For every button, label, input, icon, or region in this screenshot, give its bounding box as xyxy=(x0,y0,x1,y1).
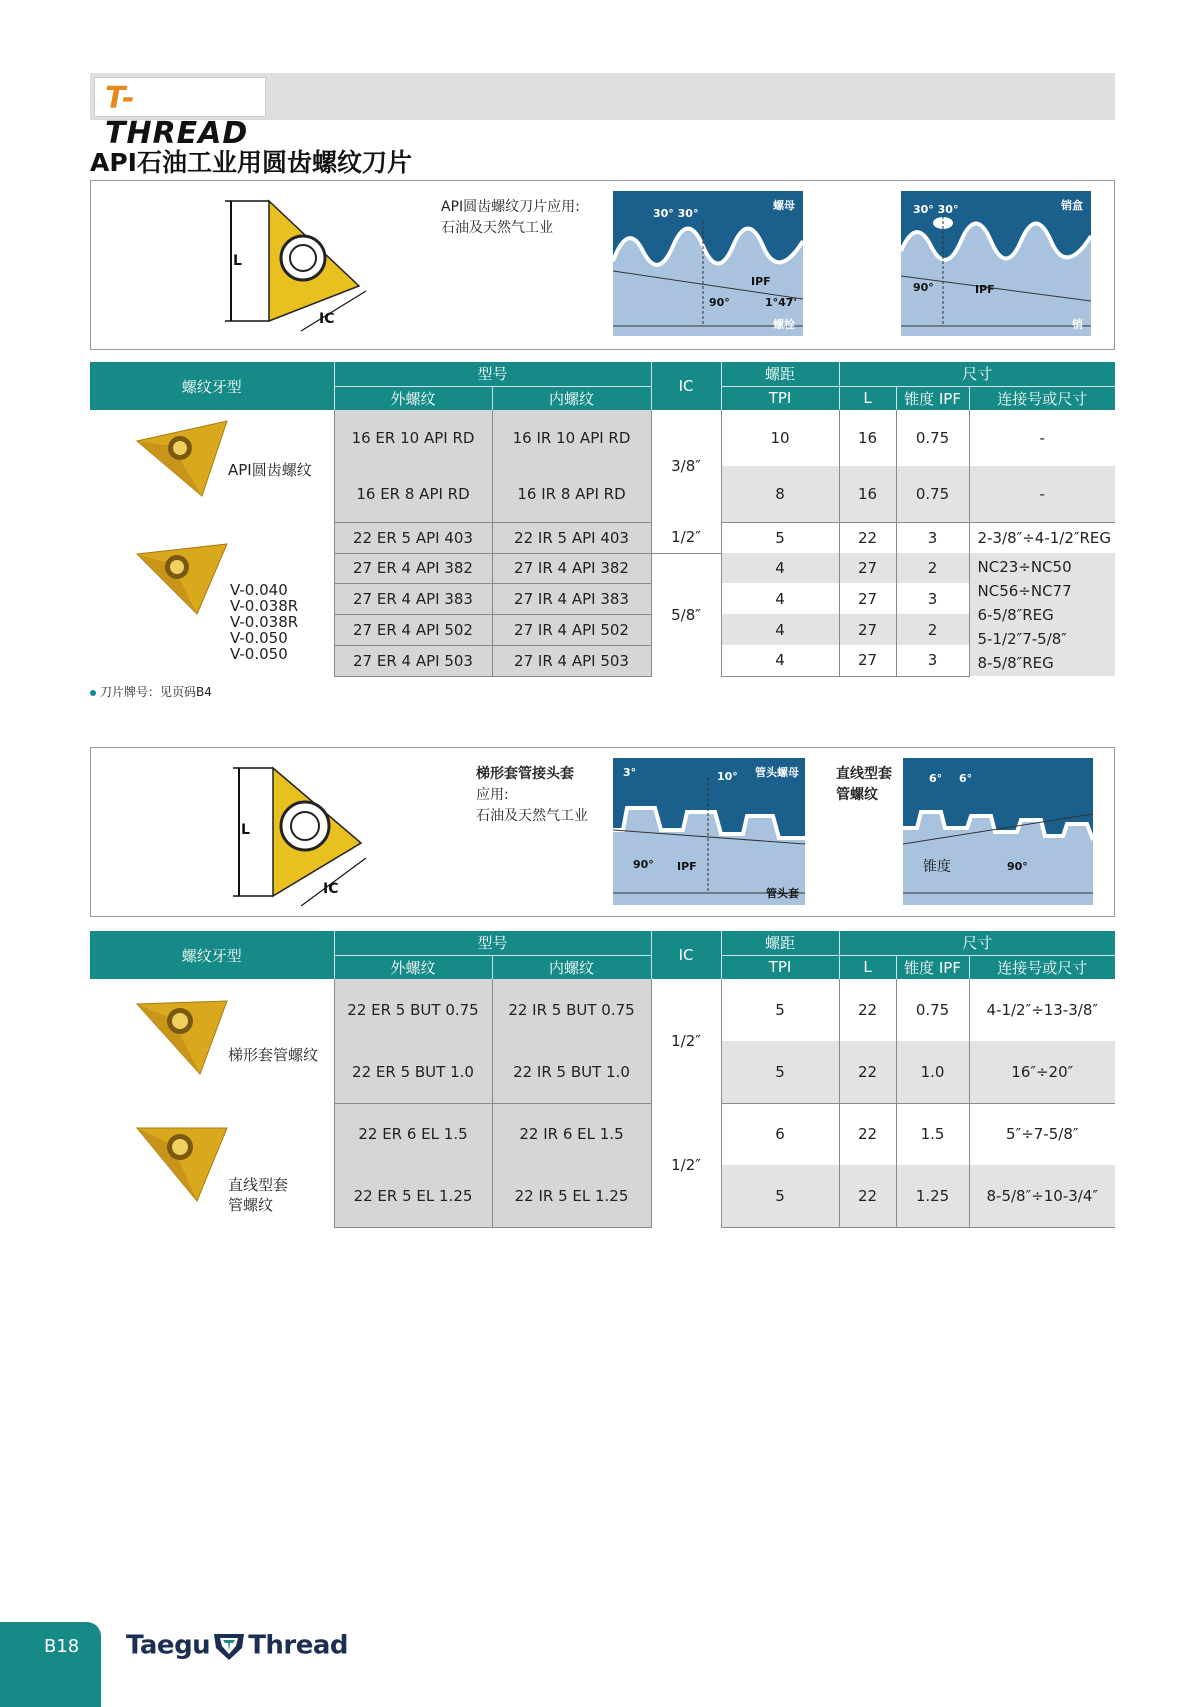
label-1deg47: 1°47' xyxy=(765,296,797,309)
buttress-profile-svg xyxy=(613,758,805,905)
type-label-line: 管螺纹 xyxy=(228,1196,274,1214)
cell-ipf: 3 xyxy=(896,583,969,614)
cell-internal: 16 IR 8 API RD xyxy=(492,466,651,522)
footer-page-tab xyxy=(0,1622,101,1707)
thread-diagram-extreme-line xyxy=(903,758,1093,905)
cell-external: 22 ER 6 EL 1.5 xyxy=(334,1103,492,1165)
cell-internal: 27 IR 4 API 502 xyxy=(492,614,651,645)
cell-internal: 27 IR 4 API 382 xyxy=(492,553,651,583)
cell-l: 22 xyxy=(839,522,896,553)
label-ipf: IPF xyxy=(677,860,697,873)
th-internal: 内螺纹 xyxy=(492,955,651,979)
type-label-line: V-0.050 xyxy=(230,645,288,663)
cell-tpi: 8 xyxy=(721,466,839,522)
bullet-icon xyxy=(90,690,96,696)
th-external: 外螺纹 xyxy=(334,386,492,410)
th-connection: 连接号或尺寸 xyxy=(969,955,1115,979)
th-model: 型号 xyxy=(334,931,651,955)
page-title: API石油工业用圆齿螺纹刀片 xyxy=(90,148,412,177)
cell-internal: 27 IR 4 API 503 xyxy=(492,645,651,676)
type-label-line: 直线型套 xyxy=(228,1176,289,1194)
cell-l: 22 xyxy=(839,1165,896,1227)
type-label-lines xyxy=(228,1175,288,1215)
table-row xyxy=(90,410,1115,466)
type-label-line: V-0.040 xyxy=(230,581,288,599)
type-label: 梯形套管螺纹 xyxy=(228,1046,319,1064)
conn-line: NC56÷NC77 xyxy=(977,581,1072,600)
th-pitch: 螺距 xyxy=(721,931,839,955)
cell-connection: 4-1/2″÷13-3/8″ xyxy=(969,979,1115,1041)
label-3deg: 3° xyxy=(623,766,637,779)
cell-l: 16 xyxy=(839,410,896,466)
label-IC: IC xyxy=(323,881,339,897)
cell-ipf: 3 xyxy=(896,645,969,676)
logo-text xyxy=(105,81,265,151)
cell-l: 16 xyxy=(839,466,896,522)
label-coupling: 管头套 xyxy=(766,887,799,900)
spec-table-api xyxy=(90,362,1115,677)
th-taper: 锥度 IPF xyxy=(896,386,969,410)
brand-left: Taegu xyxy=(126,1630,211,1661)
cell-l: 22 xyxy=(839,979,896,1041)
label-ipf-2: IPF xyxy=(975,283,995,296)
cell-external: 22 ER 5 BUT 0.75 xyxy=(334,979,492,1041)
cell-l: 27 xyxy=(839,614,896,645)
footnote xyxy=(90,683,212,700)
cell-ipf: 0.75 xyxy=(896,979,969,1041)
label-pin-box: 销盒 xyxy=(1061,199,1083,212)
cell-ic: 5/8″ xyxy=(651,553,721,676)
thread-diagram-box xyxy=(901,191,1091,336)
type-label-line: V-0.038R xyxy=(230,597,299,615)
cell-external: 16 ER 8 API RD xyxy=(334,466,492,522)
table-row xyxy=(90,522,1115,553)
cell-tpi: 5 xyxy=(721,979,839,1041)
label-L: L xyxy=(233,253,242,269)
conn-line: 8-5/8″REG xyxy=(977,653,1054,672)
cell-ic: 1/2″ xyxy=(651,522,721,553)
brand-logo xyxy=(126,1630,348,1662)
app2-line-2: 管螺纹 xyxy=(836,787,878,803)
app-line-1: 应用: xyxy=(476,787,509,803)
label-taper: 锥度 xyxy=(923,859,951,875)
cell-connection: 2-3/8″÷4-1/2″REG xyxy=(969,522,1115,553)
cell-tpi: 5 xyxy=(721,522,839,553)
label-90deg: 90° xyxy=(633,858,654,871)
cell-tpi: 10 xyxy=(721,410,839,466)
cell-connection-multi xyxy=(969,553,1115,676)
label-IC: IC xyxy=(319,311,335,327)
thread-diagram-buttress xyxy=(613,758,805,905)
cell-external: 27 ER 4 API 383 xyxy=(334,583,492,614)
header-bar xyxy=(90,73,1115,151)
cell-external: 27 ER 4 API 382 xyxy=(334,553,492,583)
figure-box-api-round xyxy=(90,180,1115,350)
cell-ic: 1/2″ xyxy=(651,1103,721,1227)
type-label-lines xyxy=(230,582,298,662)
label-10deg: 10° xyxy=(717,770,738,783)
cell-internal: 22 IR 5 BUT 1.0 xyxy=(492,1041,651,1103)
app-description-2 xyxy=(476,764,588,827)
table-row xyxy=(90,979,1115,1041)
cell-l: 27 xyxy=(839,553,896,583)
t-thread-logo xyxy=(94,77,266,151)
label-90deg-2: 90° xyxy=(913,281,934,294)
cell-internal: 27 IR 4 API 383 xyxy=(492,583,651,614)
logo-text-rest: THREAD xyxy=(105,116,249,151)
app-line-2: 石油及天然气工业 xyxy=(476,808,588,824)
cell-internal: 22 IR 6 EL 1.5 xyxy=(492,1103,651,1165)
cell-ipf: 2 xyxy=(896,553,969,583)
th-model: 型号 xyxy=(334,362,651,386)
cell-ipf: 1.5 xyxy=(896,1103,969,1165)
cell-ipf: 1.25 xyxy=(896,1165,969,1227)
type-cell-extreme-line xyxy=(90,1103,334,1227)
label-6deg-a: 6° xyxy=(929,772,943,785)
page-number: B18 xyxy=(44,1636,80,1657)
cell-internal: 22 IR 5 EL 1.25 xyxy=(492,1165,651,1227)
conn-line: 5-1/2″7-5/8″ xyxy=(977,629,1067,648)
insert-photo-icon xyxy=(132,989,232,1081)
app-line-2: 石油及天然气工业 xyxy=(441,220,553,236)
label-L: L xyxy=(241,822,250,838)
th-tpi: TPI xyxy=(721,955,839,979)
footnote-text: 刀片牌号：见页码B4 xyxy=(100,685,212,699)
app-description-3 xyxy=(836,764,892,806)
cell-l: 27 xyxy=(839,583,896,614)
cell-tpi: 4 xyxy=(721,583,839,614)
app-line-1: API圆齿螺纹刀片应用: xyxy=(441,199,580,215)
label-90deg: 90° xyxy=(709,296,730,309)
th-ic: IC xyxy=(651,931,721,979)
cell-connection: - xyxy=(969,466,1115,522)
thread-diagram-nut xyxy=(613,191,803,336)
type-cell-api-round xyxy=(90,410,334,522)
th-external: 外螺纹 xyxy=(334,955,492,979)
conn-line: 6-5/8″REG xyxy=(977,605,1054,624)
cell-tpi: 4 xyxy=(721,645,839,676)
app-title: 梯形套管接头套 xyxy=(476,766,574,782)
cell-internal: 22 IR 5 BUT 0.75 xyxy=(492,979,651,1041)
cell-ipf: 3 xyxy=(896,522,969,553)
th-ic: IC xyxy=(651,362,721,410)
insert-drawing-icon xyxy=(221,191,381,341)
cell-external: 27 ER 4 API 503 xyxy=(334,645,492,676)
cell-l: 27 xyxy=(839,645,896,676)
th-connection: 连接号或尺寸 xyxy=(969,386,1115,410)
cell-internal: 22 IR 5 API 403 xyxy=(492,522,651,553)
app-description xyxy=(441,197,580,239)
type-cell-api-v xyxy=(90,522,334,676)
label-bolt: 螺栓 xyxy=(773,318,795,331)
cell-external: 27 ER 4 API 502 xyxy=(334,614,492,645)
th-thread-type: 螺纹牙型 xyxy=(90,362,334,410)
label-pin: 销 xyxy=(1072,318,1083,331)
label-6deg-b: 6° xyxy=(959,772,973,785)
th-size: 尺寸 xyxy=(839,362,1115,386)
conn-line: NC23÷NC50 xyxy=(977,557,1072,576)
th-tpi: TPI xyxy=(721,386,839,410)
th-internal: 内螺纹 xyxy=(492,386,651,410)
th-taper: 锥度 IPF xyxy=(896,955,969,979)
th-size: 尺寸 xyxy=(839,931,1115,955)
cell-ipf: 2 xyxy=(896,614,969,645)
cell-ic: 1/2″ xyxy=(651,979,721,1103)
cell-internal: 16 IR 10 API RD xyxy=(492,410,651,466)
logo-text-t: T- xyxy=(105,81,132,116)
cell-tpi: 5 xyxy=(721,1041,839,1103)
type-label: API圆齿螺纹 xyxy=(228,461,312,479)
label-nut: 螺母 xyxy=(773,199,795,212)
cell-l: 22 xyxy=(839,1103,896,1165)
spec-table-casing xyxy=(90,931,1115,1228)
th-l: L xyxy=(839,955,896,979)
cell-connection: 8-5/8″÷10-3/4″ xyxy=(969,1165,1115,1227)
label-angle: 30° 30° xyxy=(653,207,699,220)
label-coupling-nut: 管头螺母 xyxy=(755,766,799,779)
type-cell-buttress xyxy=(90,979,334,1103)
cell-connection: 5″÷7-5/8″ xyxy=(969,1103,1115,1165)
th-pitch: 螺距 xyxy=(721,362,839,386)
cell-ipf: 0.75 xyxy=(896,466,969,522)
figure-box-casing xyxy=(90,747,1115,917)
th-thread-type: 螺纹牙型 xyxy=(90,931,334,979)
cell-external: 22 ER 5 API 403 xyxy=(334,522,492,553)
cell-external: 22 ER 5 BUT 1.0 xyxy=(334,1041,492,1103)
cell-connection: - xyxy=(969,410,1115,466)
insert-drawing-icon xyxy=(231,758,391,908)
cell-ic: 3/8″ xyxy=(651,410,721,522)
cell-tpi: 4 xyxy=(721,614,839,645)
label-ipf: IPF xyxy=(751,275,771,288)
cell-l: 22 xyxy=(839,1041,896,1103)
taegu-shield-icon xyxy=(212,1630,246,1662)
insert-photo-icon xyxy=(132,532,232,620)
app2-line-1: 直线型套 xyxy=(836,766,892,782)
th-l: L xyxy=(839,386,896,410)
cell-external: 22 ER 5 EL 1.25 xyxy=(334,1165,492,1227)
type-label-line: V-0.050 xyxy=(230,629,288,647)
cell-tpi: 6 xyxy=(721,1103,839,1165)
cell-tpi: 5 xyxy=(721,1165,839,1227)
cell-ipf: 0.75 xyxy=(896,410,969,466)
insert-photo-icon xyxy=(132,416,232,504)
cell-ipf: 1.0 xyxy=(896,1041,969,1103)
label-angle-2: 30° 30° xyxy=(913,203,959,216)
cell-connection: 16″÷20″ xyxy=(969,1041,1115,1103)
label-90deg: 90° xyxy=(1007,860,1028,873)
table-row xyxy=(90,1103,1115,1165)
brand-right: Thread xyxy=(248,1630,349,1661)
cell-tpi: 4 xyxy=(721,553,839,583)
type-label-line: V-0.038R xyxy=(230,613,299,631)
insert-photo-icon xyxy=(132,1113,232,1205)
cell-external: 16 ER 10 API RD xyxy=(334,410,492,466)
